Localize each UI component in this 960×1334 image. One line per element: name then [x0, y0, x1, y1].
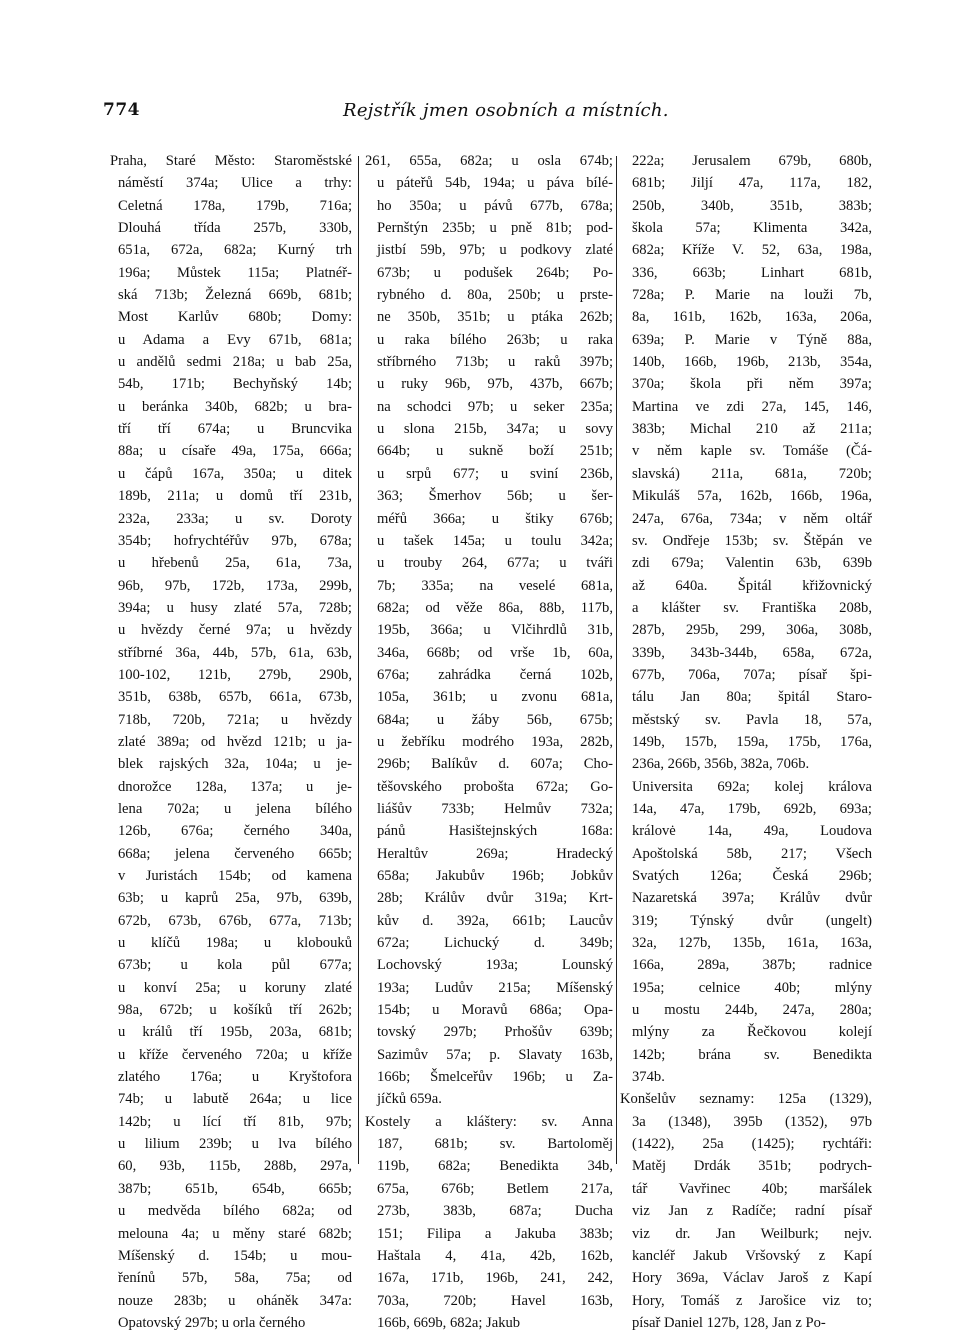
- index-line: 100-102, 121b, 279b, 290b,: [118, 666, 352, 683]
- index-line: 247a, 676a, 734a; v něm oltář: [632, 510, 872, 527]
- index-line: mlýny za Řečkovou kolejí: [632, 1024, 872, 1041]
- index-line: těšovského probošta 672a; Go-: [377, 778, 613, 795]
- index-line: písař Daniel 127b, 128, Jan z Po-: [632, 1314, 826, 1331]
- index-line: Celetná 178a, 179b, 716a;: [118, 197, 352, 214]
- index-line: Opatovský 297b; u orla černého: [118, 1314, 306, 1331]
- index-line: 7b; 335a; na veselé 681a,: [377, 577, 613, 594]
- index-line: Dlouhá třída 257b, 330b,: [118, 220, 352, 237]
- index-line: 236a, 266b, 356b, 382a, 706b.: [632, 756, 810, 773]
- index-line: 682a; od věže 86a, 88b, 117b,: [377, 599, 613, 616]
- index-line: zdi 679a; Valentin 63b, 639b: [632, 555, 872, 572]
- index-line: 374b.: [632, 1069, 665, 1086]
- index-line: na schodci 97b; u seker 235a;: [377, 398, 613, 415]
- index-line: 354b; hofrychtéřův 97b, 678a;: [118, 532, 352, 549]
- index-line: u mostu 244b, 247a, 280a;: [632, 1002, 872, 1019]
- index-line: 63b; u kaprů 25a, 97b, 639b,: [118, 890, 352, 907]
- index-line: 718b, 720b, 721a; u hvězdy: [118, 711, 352, 728]
- index-line: kancléř Jakub Vršovský z Kapí: [632, 1247, 872, 1264]
- index-line: jíčků 659a.: [377, 1091, 442, 1108]
- index-line: 639a; P. Marie v Týně 88a,: [632, 331, 872, 348]
- index-line: 672b, 673b, 676b, 677a, 713b;: [118, 912, 352, 929]
- index-line: 383b; Michal 210 až 211a;: [632, 421, 872, 438]
- index-line: slavská) 211a, 681a, 720b;: [632, 465, 872, 482]
- index-line: v Juristách 154b; od kamena: [118, 868, 352, 884]
- index-line: 676a; zahrádka černá 102b,: [377, 666, 613, 683]
- index-line: u andělů sedmi 218a; u bab 25a,: [118, 354, 352, 371]
- index-line: viz Jan z Radíče; radní písař: [632, 1203, 872, 1220]
- index-line: 339b, 343b-344b, 658a, 672a,: [632, 644, 872, 661]
- column-divider: [358, 156, 359, 1164]
- index-line: u medvěda bílého 682a; od: [118, 1203, 352, 1220]
- index-line: rybného d. 80a, 250b; u prste-: [377, 287, 613, 304]
- index-line: a klášter sv. Františka 208b,: [632, 599, 872, 616]
- index-line: ne 350b, 351b; u ptáka 262b;: [377, 309, 613, 326]
- index-line: jistbí 59b, 97b; u podkovy zlaté: [377, 242, 613, 259]
- index-line: Martina ve zdi 27a, 145, 146,: [632, 398, 872, 415]
- index-line: 151; Filipa a Jakuba 383b;: [377, 1225, 613, 1242]
- index-line: u králů tří 195b, 203a, 681b;: [118, 1024, 352, 1041]
- index-line: 387b; 651b, 654b, 665b;: [118, 1180, 352, 1197]
- index-line: nouze 283b; u oháněk 347a:: [118, 1292, 352, 1309]
- index-line: u páteřů 54b, 194a; u páva bílé-: [377, 175, 613, 192]
- index-column-1: [110, 150, 352, 1334]
- index-line: 196a; Můstek 115a; Platnéř-: [118, 264, 352, 281]
- index-line: Kostely a kláštery: sv. Anna: [365, 1113, 613, 1130]
- page-number: 774: [103, 100, 140, 120]
- index-line: 664b; u sukně boží 251b;: [377, 443, 613, 460]
- index-line: 681b; Jiljí 47a, 117a, 182,: [632, 175, 872, 192]
- index-line: pánů Hasištejnských 168a:: [377, 823, 613, 840]
- index-line: 54b, 171b; Bechyňský 14b;: [118, 376, 352, 393]
- index-line: 74b; u labutě 264a; u lice: [118, 1091, 352, 1108]
- index-line: náměstí 374a; Ulice a trhy:: [118, 175, 352, 192]
- index-line: 3a (1348), 395b (1352), 97b: [632, 1113, 872, 1130]
- index-line: u raka bílého 263b; u raka: [377, 331, 613, 348]
- index-line: 673b; u podušek 264b; Po-: [377, 264, 613, 281]
- index-line: viz dr. Jan Weilburk; nejv.: [632, 1225, 872, 1242]
- index-line: méřů 366a; u štiky 676b;: [377, 510, 613, 527]
- index-line: 346a, 668b; od vrše 1b, 60a,: [377, 644, 613, 661]
- index-column-3: [620, 150, 872, 1334]
- index-line: 675a, 676b; Betlem 217a,: [377, 1180, 613, 1197]
- index-line: 682a; Kříže V. 52, 63a, 198a,: [632, 242, 872, 259]
- index-line: zlatého 176a; u Kryštofora: [118, 1069, 352, 1086]
- index-line: u klíčů 198a; u klobouků: [118, 935, 352, 952]
- index-line: 250b, 340b, 351b, 383b;: [632, 197, 872, 214]
- index-line: 319; Týnský dvůr (ungelt): [632, 912, 872, 929]
- index-line: 149b, 157b, 159a, 175b, 176a,: [632, 733, 872, 750]
- column-divider: [616, 156, 617, 1164]
- index-line: 728a; P. Marie na louži 7b,: [632, 287, 872, 304]
- index-line: u čápů 167a, 350a; u ditek: [118, 465, 352, 482]
- index-line: tovský 297b; Prhošův 639b;: [377, 1024, 613, 1041]
- index-line: u srpů 677; u sviní 236b,: [377, 465, 613, 482]
- index-line: 142b; brána sv. Benedikta: [632, 1046, 872, 1063]
- running-title: Rejstřík jmen osobních a místních.: [343, 100, 669, 121]
- index-line: městský sv. Pavla 18, 57a,: [632, 711, 872, 728]
- index-line: Heraltův 269a; Hradecký: [377, 845, 613, 862]
- index-line: 296b; Balíkův d. 607a; Cho-: [377, 756, 613, 773]
- index-line: 28b; Králův dvůr 319a; Krt-: [377, 890, 613, 907]
- index-line: u hřebenů 25a, 61a, 73a,: [118, 555, 352, 572]
- index-line: u kříže červeného 720a; u kříže: [118, 1046, 352, 1063]
- index-line: 105a, 361b; u zvonu 681a,: [377, 689, 613, 706]
- index-line: tálu Jan 80a; špitál Staro-: [632, 689, 872, 706]
- index-line: Mikuláš 57a, 162b, 166b, 196a,: [632, 488, 872, 505]
- index-line: 166a, 289a, 387b; radnice: [632, 957, 872, 974]
- index-line: Sazimův 57a; p. Slavaty 163b,: [377, 1046, 613, 1063]
- index-line: 351b, 638b, 657b, 661a, 673b,: [118, 689, 352, 706]
- index-line: 126b, 676a; černého 340a,: [118, 823, 352, 840]
- index-line: ho 350a; u pávů 677b, 678a;: [377, 197, 613, 214]
- index-line: 60, 93b, 115b, 288b, 297a,: [118, 1158, 352, 1175]
- index-line: kův d. 392a, 661b; Laucův: [377, 912, 613, 929]
- index-line: blek rajských 32a, 104a; u je-: [118, 756, 352, 773]
- index-line: 187, 681b; sv. Bartoloměj: [377, 1136, 613, 1153]
- index-line: 167a, 171b, 196b, 241, 242,: [377, 1270, 613, 1287]
- index-line: stříbrného 713b; u raků 397b;: [377, 354, 613, 371]
- index-line: sv. Ondřeje 153b; sv. Štěpán ve: [632, 532, 872, 549]
- index-line: 142b; u lící tří 81b, 97b;: [118, 1113, 352, 1130]
- index-line: Nazaretská 397a; Králův dvůr: [632, 890, 872, 907]
- index-line: 672a; Lichucký d. 349b;: [377, 935, 613, 952]
- index-line: 88a; u císaře 49a, 175a, 666a;: [118, 443, 352, 460]
- index-line: 14a, 47a, 179b, 692b, 693a;: [632, 800, 872, 817]
- index-line: Míšenský d. 154b; u mou-: [118, 1247, 352, 1264]
- index-line: Apoštolská 58b, 217; Všech: [632, 845, 872, 862]
- index-line: 222a; Jerusalem 679b, 680b,: [632, 153, 872, 169]
- index-line: u slona 215b, 347a; u sovy: [377, 421, 613, 438]
- index-line: 336, 663b; Linhart 681b,: [632, 264, 872, 281]
- index-line: dnorožce 128a, 137a; u je-: [118, 778, 352, 795]
- index-line: 96b, 97b, 172b, 173a, 299b,: [118, 577, 352, 594]
- index-line: u tašek 145a; u toulu 342a;: [377, 532, 613, 549]
- index-line: Praha, Staré Město: Staroměstské: [110, 153, 352, 169]
- index-line: 154b; u Moravů 686a; Opa-: [377, 1002, 613, 1019]
- index-line: 195a; celnice 40b; mlýny: [632, 979, 872, 996]
- index-line: 119b, 682a; Benedikta 34b,: [377, 1158, 613, 1175]
- index-line: Universita 692a; kolej králova: [632, 778, 872, 795]
- index-line: u žebříku modrého 193a, 282b,: [377, 733, 613, 750]
- index-line: Konšelův seznamy: 125a (1329),: [620, 1091, 872, 1108]
- index-line: Svatých 126a; Česká 296b;: [632, 868, 872, 884]
- index-line: u lilium 239b; u lva bílého: [118, 1136, 352, 1153]
- index-line: tář Vavřinec 40b; maršálek: [632, 1180, 872, 1197]
- index-line: 370a; škola při něm 397a;: [632, 376, 872, 393]
- index-line: u konví 25a; u koruny zlaté: [118, 979, 352, 996]
- index-line: u hvězdy černé 97a; u hvězdy: [118, 622, 352, 639]
- index-line: liášův 733b; Helmův 732a;: [377, 800, 613, 817]
- index-line: 189b, 211a; u domů tří 231b,: [118, 488, 352, 505]
- index-line: stříbrné 36a, 44b, 57b, 61a, 63b,: [118, 644, 352, 661]
- index-line: 232a, 233a; u sv. Doroty: [118, 510, 352, 527]
- index-line: 658a; Jakubův 196b; Jobkův: [377, 868, 613, 884]
- index-column-2: [365, 150, 613, 1334]
- index-line: 8a, 161b, 162b, 163a, 206a,: [632, 309, 872, 326]
- index-line: 394a; u husy zlaté 57a, 728b;: [118, 599, 352, 616]
- index-line: královė 14a, 49a, Loudova: [632, 823, 872, 840]
- index-line: (1422), 25a (1425); rychtáři:: [632, 1136, 872, 1153]
- index-line: 673b; u kola půl 677a;: [118, 957, 352, 974]
- index-line: řenínů 57b, 58a, 75a; od: [118, 1270, 352, 1287]
- index-line: v něm kaple sv. Tomáše (Čá-: [632, 443, 872, 460]
- index-line: 668a; jelena červeného 665b;: [118, 845, 352, 862]
- index-line: 363; Šmerhov 56b; u šer-: [377, 488, 613, 505]
- index-line: lena 702a; u jelena bílého: [118, 800, 352, 817]
- index-line: až 640a. Špitál křižovnický: [632, 577, 872, 594]
- index-line: 98a, 672b; u košíků tří 262b;: [118, 1002, 352, 1019]
- index-line: Haštala 4, 41a, 42b, 162b,: [377, 1247, 613, 1264]
- index-line: 651a, 672a, 682a; Kurný trh: [118, 242, 352, 259]
- index-line: ská 713b; Železná 669b, 681b;: [118, 287, 352, 304]
- index-line: Most Karlův 680b; Domy:: [118, 309, 352, 326]
- page-header: [103, 100, 843, 130]
- index-line: u beránka 340b, 682b; u bra-: [118, 398, 352, 415]
- index-line: tří tří 674a; u Bruncvika: [118, 421, 352, 438]
- index-line: 261, 655a, 682a; u osla 674b;: [365, 153, 613, 169]
- index-line: u trouby 264, 677a; u tváři: [377, 555, 613, 572]
- index-line: 287b, 295b, 299, 306a, 308b,: [632, 622, 872, 639]
- index-line: Pernštýn 235b; u pně 81b; pod-: [377, 220, 613, 237]
- index-line: 677b, 706a, 707a; písař špi-: [632, 666, 872, 683]
- index-line: 703a, 720b; Havel 163b,: [377, 1292, 613, 1309]
- index-line: 166b; Šmelceřův 196b; u Za-: [377, 1069, 613, 1086]
- index-line: u ruky 96b, 97b, 437b, 667b;: [377, 376, 613, 393]
- index-line: 195b, 366a; u Vlčihrdlů 31b,: [377, 622, 613, 639]
- index-line: 32a, 127b, 135b, 161a, 163a,: [632, 935, 872, 952]
- index-line: Hory, Tomáš z Jarošice viz to;: [632, 1292, 872, 1309]
- index-line: Lochovský 193a; Lounský: [377, 957, 613, 974]
- index-line: melouna 4a; u měny staré 682b;: [118, 1225, 352, 1242]
- index-line: Hory 369a, Václav Jaroš z Kapí: [632, 1270, 872, 1287]
- index-line: 193a; Ludův 215a; Míšenský: [377, 979, 613, 996]
- index-line: Matěj Drdák 351b; podrych-: [632, 1158, 872, 1175]
- index-line: 273b, 383b, 687a; Ducha: [377, 1203, 613, 1220]
- index-line: 684a; u žáby 56b, 675b;: [377, 711, 613, 728]
- index-line: 140b, 166b, 196b, 213b, 354a,: [632, 354, 872, 371]
- index-line: 166b, 669b, 682a; Jakub: [377, 1314, 521, 1331]
- index-line: u Adama a Evy 671b, 681a;: [118, 331, 352, 348]
- index-line: zlaté 389a; od hvězd 121b; u ja-: [118, 733, 352, 750]
- index-line: škola 57a; Klimenta 342a,: [632, 220, 872, 237]
